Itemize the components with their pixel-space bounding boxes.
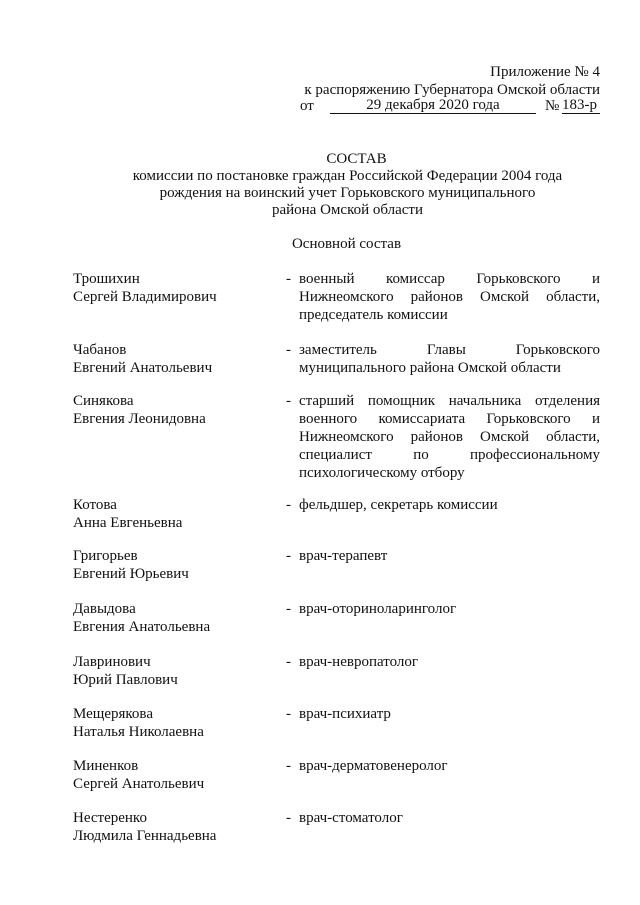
- member-given-name: Анна Евгеньевна: [73, 515, 183, 531]
- member-given-name: Евгений Анатольевич: [73, 360, 213, 376]
- member-given-name: Людмила Геннадьевна: [73, 828, 217, 844]
- document-heading: СОСТАВ: [326, 151, 387, 167]
- appendix-number: Приложение № 4: [490, 64, 600, 80]
- member-name: [73, 496, 273, 532]
- member-surname: Нестеренко: [73, 810, 147, 826]
- member-surname: Миненков: [73, 758, 139, 774]
- member-dash: -: [286, 497, 291, 513]
- member-role: врач-дерматовенеролог: [299, 758, 448, 774]
- member-role: заместитель Главы Горьковского муниципального района Омской области: [299, 342, 600, 376]
- member-surname: Лавринович: [73, 654, 151, 670]
- appendix-reference: к распоряжению Губернатора Омской области: [304, 82, 600, 98]
- member-name: [73, 341, 273, 377]
- member-surname: Давыдова: [73, 601, 136, 617]
- member-given-name: Евгения Леонидовна: [73, 411, 206, 427]
- member-given-name: Сергей Анатольевич: [73, 776, 205, 792]
- document-title-line-1: комиссии по постановке граждан Российской Федерации 2004 года: [132, 168, 563, 184]
- member-name: [73, 270, 273, 306]
- member-surname: Мещерякова: [73, 706, 153, 722]
- order-number: 183-р: [562, 97, 600, 114]
- member-role: старший помощник начальника отделения военного комиссариата Горьковского и Нижнеомского районов Омской области, специалист по профессиональному психологическому отбору: [299, 393, 600, 481]
- member-given-name: Евгений Юрьевич: [73, 566, 189, 582]
- member-name: [73, 547, 273, 583]
- member-role: фельдшер, секретарь комиссии: [299, 497, 498, 513]
- member-dash: -: [286, 758, 291, 774]
- member-name: [73, 809, 273, 845]
- member-given-name: Евгения Анатольевна: [73, 619, 211, 635]
- document-title-line-3: района Омской области: [271, 202, 424, 218]
- member-surname: Трошихин: [73, 271, 140, 287]
- member-given-name: Сергей Владимирович: [73, 289, 217, 305]
- number-sign: №: [545, 98, 560, 114]
- member-role: военный комиссар Горьковского и Нижнеомского районов Омской области, председатель комиссии: [299, 271, 600, 323]
- member-name: [73, 392, 273, 428]
- member-given-name: Наталья Николаевна: [73, 724, 204, 740]
- order-date-number-line: [300, 97, 600, 115]
- document-title-line-2: рождения на воинский учет Горьковского муниципального: [159, 185, 536, 201]
- date-prefix: от: [300, 98, 314, 114]
- member-dash: -: [286, 342, 291, 358]
- member-dash: -: [286, 706, 291, 722]
- member-role: врач-невропатолог: [299, 654, 419, 670]
- member-dash: -: [286, 601, 291, 617]
- member-dash: -: [286, 271, 291, 287]
- member-given-name: Юрий Павлович: [73, 672, 178, 688]
- member-surname: Григорьев: [73, 548, 138, 564]
- member-surname: Котова: [73, 497, 117, 513]
- member-name: [73, 757, 273, 793]
- member-dash: -: [286, 654, 291, 670]
- order-date: 29 декабря 2020 года: [330, 97, 536, 114]
- section-subtitle: Основной состав: [291, 236, 402, 252]
- member-role: врач-стоматолог: [299, 810, 403, 826]
- member-dash: -: [286, 393, 291, 409]
- member-dash: -: [286, 810, 291, 826]
- member-surname: Синякова: [73, 393, 134, 409]
- member-role: врач-терапевт: [299, 548, 388, 564]
- member-name: [73, 653, 273, 689]
- member-role: врач-оториноларинголог: [299, 601, 457, 617]
- member-name: [73, 705, 273, 741]
- member-role: врач-психиатр: [299, 706, 391, 722]
- member-name: [73, 600, 273, 636]
- member-dash: -: [286, 548, 291, 564]
- member-surname: Чабанов: [73, 342, 127, 358]
